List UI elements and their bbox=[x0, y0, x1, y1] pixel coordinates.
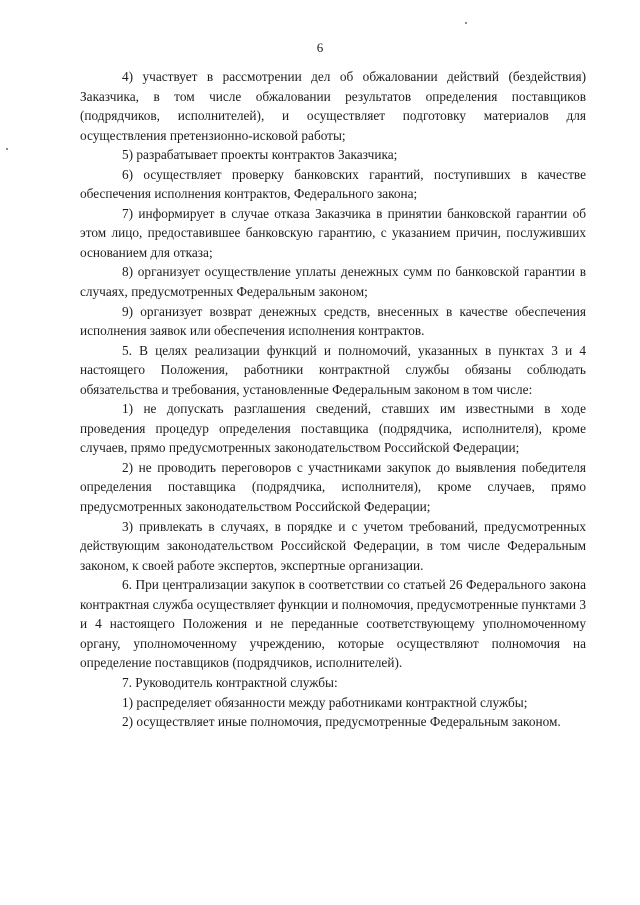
paragraph-item-4-appeals: 4) участвует в рассмотрении дел об обжаловании действий (бездействия) Заказчика, в том числе обжаловании результатов определения поставщиков (подрядчиков, исполнителей), и осуществляет подготовку материалов для осуществления претензионно-исковой работы; bbox=[80, 69, 586, 143]
paragraph-head-duty-1: 1) распределяет обязанности между работниками контрактной службы; bbox=[122, 694, 528, 710]
paragraph-item-5-contract-drafts: 5) разрабатывает проекты контрактов Заказчика; bbox=[122, 147, 398, 163]
paragraph-duty-1-confidentiality: 1) не допускать разглашения сведений, ставших им известными в ходе проведения процедур определения поставщика (подрядчика, исполнителя), кроме случаев, прямо предусмотренных законодательством Российской Федерации; bbox=[80, 401, 586, 456]
paragraph-head-duty-2: 2) осуществляет иные полномочия, предусмотренные Федеральным законом. bbox=[122, 714, 561, 730]
paragraph-section-7: 7. Руководитель контрактной службы: bbox=[122, 674, 338, 690]
page-number: 6 bbox=[316, 40, 324, 55]
paragraph-section-5: 5. В целях реализации функций и полномочий, указанных в пунктах 3 и 4 настоящего Положения, работники контрактной службы обязаны соблюдать обязательства и требования, установленные Федеральным законом в том числе: bbox=[80, 342, 586, 397]
paragraph-item-7-refusal-notice: 7) информирует в случае отказа Заказчика в принятии банковской гарантии об этом лицо, предоставившее банковскую гарантию, с указанием причин, послуживших основанием для отказа; bbox=[80, 205, 586, 260]
document-body bbox=[80, 67, 586, 732]
paragraph-section-6: 6. При централизации закупок в соответствии со статьей 26 Федерального закона контрактная служба осуществляет функции и полномочия, предусмотренные пунктами 3 и 4 настоящего Положения и не переданные соответствующему уполномоченному органу, уполномоченному учреждению, которые осуществляют полномочия на определение поставщиков (подрядчиков, исполнителей). bbox=[80, 577, 586, 671]
paragraph-item-9-security-return: 9) организует возврат денежных средств, внесенных в качестве обеспечения исполнения заявок или обеспечения исполнения контрактов. bbox=[80, 303, 586, 339]
scan-speck bbox=[6, 148, 8, 150]
paragraph-item-6-bank-guarantees: 6) осуществляет проверку банковских гарантий, поступивших в качестве обеспечения исполнения контрактов, Федерального закона; bbox=[80, 166, 586, 202]
paragraph-duty-2-no-negotiations: 2) не проводить переговоров с участниками закупок до выявления победителя определения поставщика (подрядчика, исполнителя), кроме случаев, прямо предусмотренных законодательством Российской Федерации; bbox=[80, 459, 586, 515]
scan-speck bbox=[465, 22, 467, 24]
paragraph-duty-3-experts: 3) привлекать в случаях, в порядке и с учетом требований, предусмотренных действующим законодательством Российской Федерации, в том числе Федеральным законом, к своей работе экспертов, экспертные организации. bbox=[80, 518, 586, 573]
paragraph-item-8-guarantee-payment: 8) организует осуществление уплаты денежных сумм по банковской гарантии в случаях, предусмотренных Федеральным законом; bbox=[80, 264, 586, 300]
